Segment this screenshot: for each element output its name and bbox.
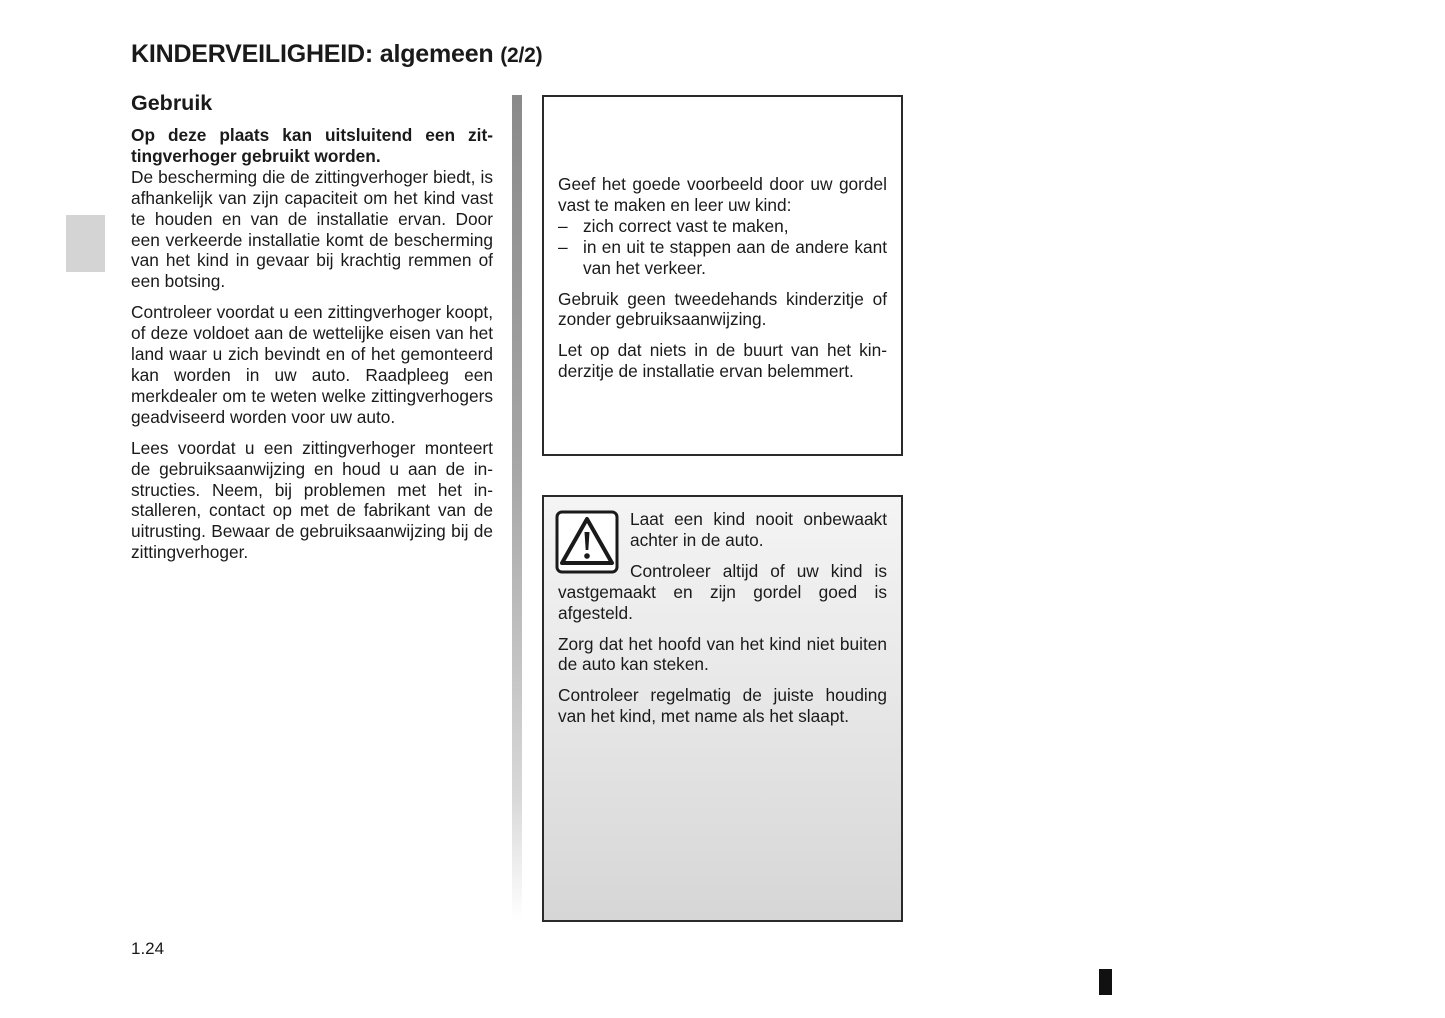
advice-box xyxy=(542,95,903,456)
warning-head-outside: Zorg dat het hoofd van het kind niet buiten de auto kan steken. xyxy=(558,633,887,675)
page-edge-marker xyxy=(1099,969,1112,995)
page-title xyxy=(131,40,542,69)
paragraph-protection: De bescherming die de zittingverhoger biedt, is afhankelijk van zijn capaciteit om het kind vast te houden en van de installatie ervan. Door een verkeerde installatie komt de bescherming van het kind in gevaar bij krachtig remmen of een botsing. xyxy=(131,166,493,292)
list-item xyxy=(558,237,887,279)
advice-second-hand-seat: Gebruik geen tweedehands kinderzitje of zonder gebruiksaanwijzing. xyxy=(558,288,887,330)
page-part-indicator: (2/2) xyxy=(500,44,543,67)
advice-box-content xyxy=(558,174,887,392)
warning-never-unattended: Laat een kind nooit onbewaakt achter in de auto. xyxy=(630,509,887,550)
section-heading: Gebruik xyxy=(131,91,213,115)
column-divider xyxy=(512,95,522,920)
warning-box xyxy=(542,495,903,922)
paragraph-check-before-buying: Controleer voordat u een zittingverhoger koopt, of deze voldoet aan de wettelijke eisen van het land waar u zich bevindt en of het gemonteerd kan worden in uw auto. Raadpleeg een merkdealer om te weten welke zittingverhogers geadviseerd worden voor uw auto. xyxy=(131,302,493,427)
list-item-text: in en uit te stappen aan de andere kant van het verkeer. xyxy=(583,236,887,278)
warning-check-posture: Controleer regelmatig de juiste houding van het kind, met name als het slaapt. xyxy=(558,685,887,727)
warning-triangle-icon xyxy=(555,510,619,574)
list-dash: – xyxy=(558,236,568,257)
page-number: 1.24 xyxy=(131,939,165,958)
page-title-text: KINDERVEILIGHEID: algemeen xyxy=(131,40,494,68)
list-item-text: zich correct vast te maken, xyxy=(583,215,789,236)
left-column xyxy=(131,90,493,573)
section-tab-marker xyxy=(66,215,105,272)
intro-bold-text: Op deze plaats kan uitsluitend een zit-tingverhoger gebruikt worden. xyxy=(131,125,493,166)
paragraph-read-instructions: Lees voordat u een zittingverhoger monteert de gebruiksaanwijzing en houd u aan de in-structies. Neem, bij problemen met het in-stalleren, contact op met de fabrikant van de uitrusting. Bewaar de gebruiksaanwijzing bij de zittingverhoger. xyxy=(131,437,493,563)
advice-obstruction: Let op dat niets in de buurt van het kin-derzitje de installatie ervan belemmert. xyxy=(558,340,887,382)
list-dash: – xyxy=(558,215,568,236)
advice-intro: Geef het goede voorbeeld door uw gordel vast te maken en leer uw kind: xyxy=(558,174,887,215)
warning-check-belt: Controleer altijd of uw kind is vastgemaakt en zijn gordel goed is afgesteld. xyxy=(558,560,887,623)
warning-box-content xyxy=(558,509,887,737)
advice-list xyxy=(558,216,887,279)
list-item xyxy=(558,216,887,237)
